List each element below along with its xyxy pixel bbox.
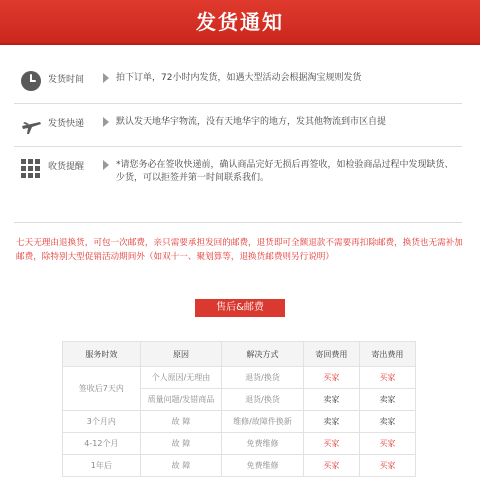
airplane-icon bbox=[20, 114, 42, 136]
table-cell: 卖家 bbox=[303, 411, 359, 433]
grid-icon bbox=[20, 157, 42, 179]
table-row bbox=[63, 367, 416, 389]
table-cell: 故 障 bbox=[140, 411, 222, 433]
table-cell: 签收后7天内 bbox=[63, 367, 141, 411]
arrow-right-icon bbox=[103, 160, 109, 170]
header-bar bbox=[0, 0, 480, 45]
header-underline bbox=[0, 43, 480, 45]
table-cell: 卖家 bbox=[303, 389, 359, 411]
page-title: 发货通知 bbox=[196, 10, 284, 34]
divider bbox=[14, 103, 462, 104]
table-cell: 个人原因/无理由 bbox=[140, 367, 222, 389]
row-text: 拍下订单，72小时内发货，如遇大型活动会根据淘宝规则发货 bbox=[116, 73, 362, 83]
table-cell: 维修/故障件换新 bbox=[222, 411, 304, 433]
table-cell: 买家 bbox=[303, 455, 359, 477]
table-row bbox=[63, 411, 416, 433]
table-header-row bbox=[63, 342, 416, 367]
column-header: 寄出费用 bbox=[359, 342, 415, 367]
table-row bbox=[63, 433, 416, 455]
row-text: *请您务必在签收快递前，确认商品完好无损后再签收，如检验商品过程中发现缺货、少货，可以拒签并第一时间联系我们。 bbox=[116, 160, 454, 183]
row-courier bbox=[14, 110, 462, 140]
after-sales-section-title: 售后&邮费 bbox=[195, 299, 285, 317]
table-cell: 3个月内 bbox=[63, 411, 141, 433]
row-label: 收货提醒 bbox=[48, 162, 85, 172]
row-label: 发货时间 bbox=[48, 75, 85, 85]
table-cell: 卖家 bbox=[359, 411, 415, 433]
table-cell: 买家 bbox=[359, 455, 415, 477]
table-cell: 买家 bbox=[359, 433, 415, 455]
row-label: 发货快递 bbox=[48, 119, 85, 129]
arrow-right-icon bbox=[103, 73, 109, 83]
row-shipping-time bbox=[14, 66, 462, 96]
table-cell: 故 障 bbox=[140, 433, 222, 455]
table-cell: 4-12个月 bbox=[63, 433, 141, 455]
divider bbox=[14, 222, 462, 223]
column-header: 寄回费用 bbox=[303, 342, 359, 367]
after-sales-table bbox=[62, 341, 416, 477]
column-header: 解决方式 bbox=[222, 342, 304, 367]
column-header: 服务时效 bbox=[63, 342, 141, 367]
table-cell: 退货/换货 bbox=[222, 367, 304, 389]
table-cell: 1年后 bbox=[63, 455, 141, 477]
table-cell: 买家 bbox=[359, 367, 415, 389]
arrow-right-icon bbox=[103, 117, 109, 127]
table-cell: 免费维修 bbox=[222, 433, 304, 455]
table-cell: 买家 bbox=[303, 433, 359, 455]
row-text: 默认发天地华宇物流，没有天地华宇的地方，发其他物流到市区自提 bbox=[116, 117, 387, 127]
return-policy-notice: 七天无理由退换货，可包一次邮费，亲只需要承担发回的邮费，退货即可全额退款不需要再扣除邮费，换货也无需补加邮费，除特别大型促销活动期间外（如双十一、聚划算等，退换货邮费则另行说明） bbox=[16, 238, 463, 262]
table-cell: 退货/换货 bbox=[222, 389, 304, 411]
clock-icon bbox=[20, 70, 42, 92]
table-cell: 免费维修 bbox=[222, 455, 304, 477]
table-row bbox=[63, 455, 416, 477]
table-cell: 买家 bbox=[303, 367, 359, 389]
table-cell: 卖家 bbox=[359, 389, 415, 411]
table-cell: 故 障 bbox=[140, 455, 222, 477]
column-header: 原因 bbox=[140, 342, 222, 367]
row-receipt-reminder bbox=[14, 153, 462, 193]
table-cell: 质量问题/发错商品 bbox=[140, 389, 222, 411]
divider bbox=[14, 146, 462, 147]
